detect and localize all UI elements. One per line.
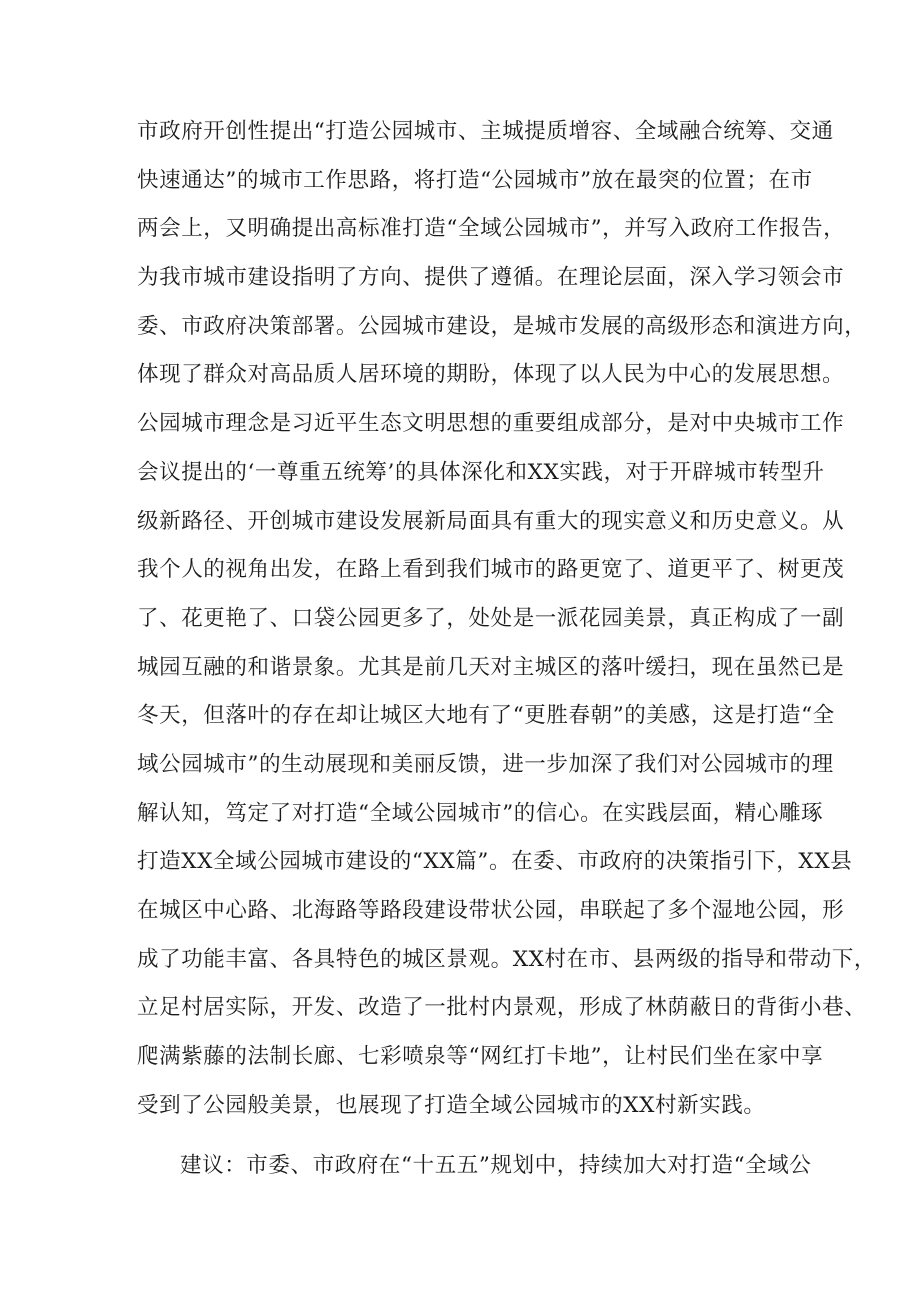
text-line: 冬天，但落叶的存在却让城区大地有了“更胜春朝”的美感，这是打造“全 bbox=[137, 703, 835, 729]
text-line: 爬满紫藤的法制长廊、七彩喷泉等“网红打卡地”，让村民们坐在家中享 bbox=[137, 1044, 824, 1070]
document-body bbox=[137, 112, 877, 1195]
text-line: 级新路径、开创城市建设发展新局面具有重大的现实意义和历史意义。从 bbox=[137, 508, 845, 534]
text-line: 为我市城市建设指明了方向、提供了遵循。在理论层面，深入学习领会市 bbox=[137, 265, 845, 291]
text-line: 受到了公园般美景，也展现了打造全域公园城市的XX村新实践。 bbox=[137, 1092, 766, 1118]
text-line: 在城区中心路、北海路等路段建设带状公园，串联起了多个湿地公园，形 bbox=[137, 898, 845, 923]
text-line: 委、市政府决策部署。公园城市建设，是城市发展的高级形态和演进方向， bbox=[137, 313, 867, 339]
paragraph-1 bbox=[137, 112, 877, 1134]
text-line: 公园城市理念是习近平生态文明思想的重要组成部分，是对中央城市工作 bbox=[137, 411, 845, 437]
text-line: 解认知，笃定了对打造“全域公园城市”的信心。在实践层面，精心雕琢 bbox=[137, 800, 824, 826]
text-line: 快速通达”的城市工作思路，将打造“公园城市”放在最突的位置；在市 bbox=[137, 167, 813, 193]
text-line: 打造XX全域公园城市建设的“XX篇”。在委、市政府的决策指引下，XX县 bbox=[137, 849, 853, 875]
text-line: 成了功能丰富、各具特色的城区景观。XX村在市、县两级的指导和带动下， bbox=[137, 946, 877, 972]
text-line: 域公园城市”的生动展现和美丽反馈，进一步加深了我们对公园城市的理 bbox=[137, 751, 834, 777]
text-line: 立足村居实际，开发、改造了一批村内景观，形成了林荫蔽日的背街小巷、 bbox=[137, 995, 867, 1021]
paragraph-spacer bbox=[137, 1134, 797, 1146]
text-line: 我个人的视角出发，在路上看到我们城市的路更宽了、道更平了、树更茂 bbox=[137, 557, 845, 583]
text-line: 了、花更艳了、口袋公园更多了，处处是一派花园美景，真正构成了一副 bbox=[137, 605, 845, 631]
text-line: 两会上，又明确提出高标准打造“全域公园城市”，并写入政府工作报告， bbox=[137, 216, 846, 242]
text-line: 会议提出的‘一尊重五统筹’的具体深化和XX实践，对于开辟城市转型升 bbox=[137, 459, 825, 485]
paragraph-2 bbox=[137, 1146, 812, 1195]
text-line: 城园互融的和谐景象。尤其是前几天对主城区的落叶缓扫，现在虽然已是 bbox=[137, 654, 845, 680]
text-line: 建议：市委、市政府在“十五五”规划中，持续加大对打造“全域公 bbox=[180, 1153, 812, 1179]
text-line: 体现了群众对高品质人居环境的期盼，体现了以人民为中心的发展思想。 bbox=[137, 362, 845, 388]
text-line: 市政府开创性提出“打造公园城市、主城提质增容、全域融合统筹、交通 bbox=[137, 119, 834, 144]
